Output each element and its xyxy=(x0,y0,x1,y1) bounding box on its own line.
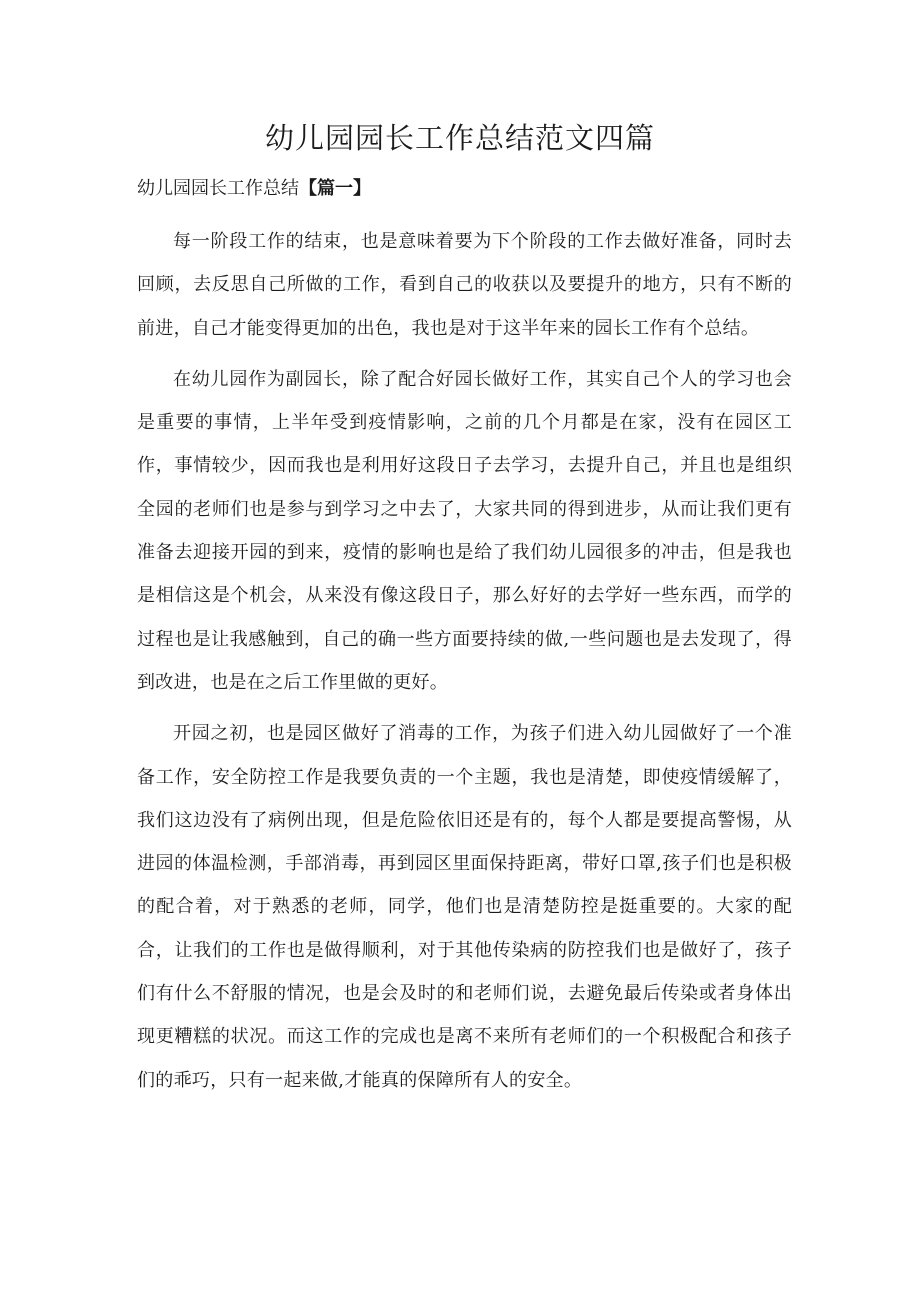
paragraph-2: 在幼儿园作为副园长，除了配合好园长做好工作，其实自己个人的学习也会是重要的事情，上半年受到疫情影响，之前的几个月都是在家，没有在园区工作，事情较少，因而我也是利用好这段日子去学习，去提升自己，并且也是组织全园的老师们也是参与到学习之中去了，大家共同的得到进步，从而让我们更有准备去迎接开园的到来，疫情的影响也是给了我们幼儿园很多的冲击，但是我也是相信这是个机会，从来没有像这段日子，那么好好的去学好一些东西，而学的过程也是让我感触到，自己的确一些方面要持续的做,一些问题也是去发现了，得到改进，也是在之后工作里做的更好。 xyxy=(137,368,792,693)
section-heading-label: 【篇一】 xyxy=(299,178,371,199)
document-body xyxy=(137,220,792,1102)
paragraph-3: 开园之初，也是园区做好了消毒的工作，为孩子们进入幼儿园做好了一个准备工作，安全防控工作是我要负责的一个主题，我也是清楚，即使疫情缓解了，我们这边没有了病例出现，但是危险依旧还是有的，每个人都是要提高警惕，从进园的体温检测，手部消毒，再到园区里面保持距离，带好口罩,孩子们也是积极的配合着，对于熟悉的老师，同学，他们也是清楚防控是挺重要的。大家的配合，让我们的工作也是做得顺利，对于其他传染病的防控我们也是做好了，孩子们有什么不舒服的情况，也是会及时的和老师们说，去避免最后传染或者身体出现更糟糕的状况。而这工作的完成也是离不来所有老师们的一个积极配合和孩子们的乖巧，只有一起来做,才能真的保障所有人的安全。 xyxy=(137,723,792,1091)
document-title: 幼儿园园长工作总结范文四篇 xyxy=(264,121,655,155)
paragraph-1: 每一阶段工作的结束，也是意味着要为下个阶段的工作去做好准备，同时去回顾，去反思自己所做的工作，看到自己的收获以及要提升的地方，只有不断的前进，自己才能变得更加的出色，我也是对于这半年来的园长工作有个总结。 xyxy=(137,231,792,339)
section-heading xyxy=(137,174,371,204)
section-heading-text: 幼儿园园长工作总结 xyxy=(137,178,299,199)
